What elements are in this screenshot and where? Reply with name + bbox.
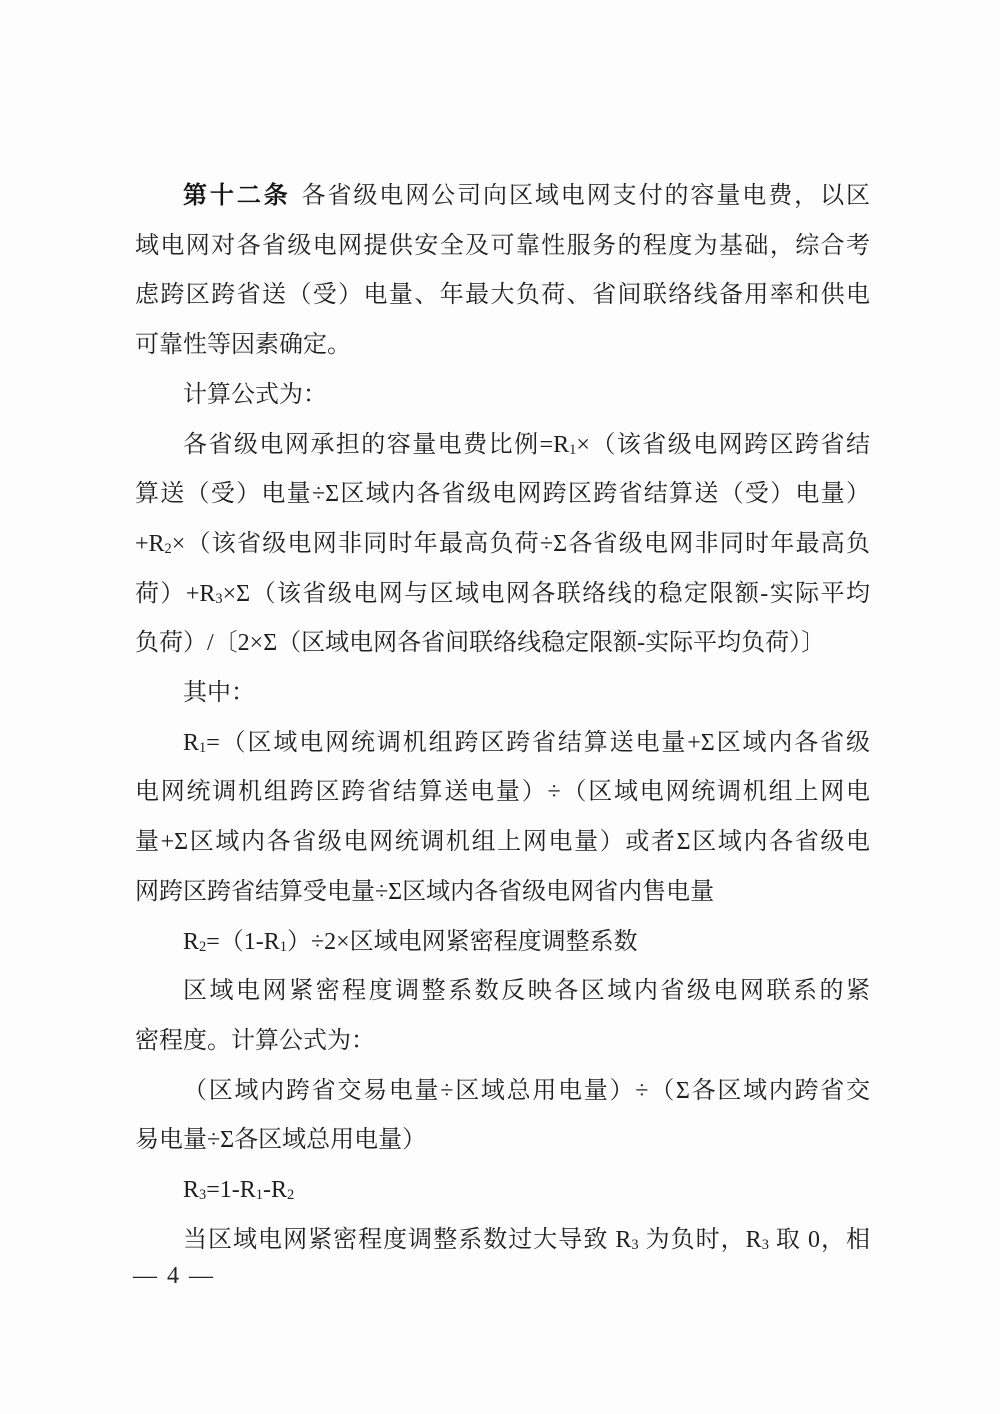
paragraph (135, 918, 870, 968)
text-line: 荷）$+R_3\times\Sigma$（该省级电网与区域电网各联络线的稳定限额-实际平均 (135, 580, 870, 607)
article-number: 第十二条 (183, 183, 291, 209)
text-line: 电网统调机组跨区跨省结算送电量）÷（区域电网统调机组上网电 (135, 779, 870, 806)
text-line: $R_3=1-R_1-R_2$ (183, 1177, 295, 1204)
text-line: 计算公式为： (183, 381, 327, 408)
paragraph (135, 371, 870, 421)
text-line: 虑跨区跨省送（受）电量、年最大负荷、省间联络线备用率和供电 (135, 282, 870, 309)
text-line: 各省级电网承担的容量电费比例$=R_1\times$（该省级电网跨区跨省结 (183, 431, 870, 458)
paragraph (135, 1166, 870, 1216)
paragraph (135, 1067, 870, 1166)
page-number: — 4 — (133, 1263, 215, 1289)
document-body (135, 172, 870, 1265)
text-line: $R_2=(1-R_1)\div 2\times$区域电网紧密程度调整系数 (183, 928, 638, 955)
text-line: 密程度。计算公式为： (135, 1027, 375, 1054)
paragraph (135, 719, 870, 918)
text-line: （区域内跨省交易电量÷区域总用电量）÷（Σ各区域内跨省交 (183, 1077, 870, 1104)
text-line: 区域电网紧密程度调整系数反映各区域内省级电网联系的紧 (183, 978, 870, 1005)
text-line: $+R_2\times$（该省级电网非同时年最高负荷÷Σ各省级电网非同时年最高负 (135, 530, 870, 558)
text-line: 当区域电网紧密程度调整系数过大导致 $R_3$ 为负时，$R_3$ 取 0，相 (183, 1226, 870, 1253)
text-line: 负荷）/〔2×Σ（区域电网各省间联络线稳定限额-实际平均负荷）〕 (135, 630, 826, 657)
text-line: 量+Σ区域内各省级电网统调机组上网电量）或者Σ区域内各省级电 (135, 829, 870, 856)
text-line: 网跨区跨省结算受电量÷Σ区域内各省级电网省内售电量 (135, 878, 715, 905)
paragraph (135, 172, 870, 371)
paragraph (135, 1216, 870, 1266)
paragraph (135, 669, 870, 719)
paragraph (135, 967, 870, 1066)
text-line: 第十二条 各省级电网公司向区域电网支付的容量电费，以区 (183, 183, 871, 209)
paragraph (135, 421, 870, 670)
text-line: 其中： (183, 680, 255, 707)
text-line: 域电网对各省级电网提供安全及可靠性服务的程度为基础，综合考 (135, 232, 870, 259)
text-line: 易电量÷Σ各区域总用电量） (135, 1127, 427, 1154)
text-line: 算送（受）电量÷Σ区域内各省级电网跨区跨省结算送（受）电量） (135, 481, 870, 508)
text-line: $R_1=$（区域电网统调机组跨区跨省结算送电量+Σ区域内各省级 (183, 729, 870, 756)
text-line: 可靠性等因素确定。 (135, 332, 351, 359)
